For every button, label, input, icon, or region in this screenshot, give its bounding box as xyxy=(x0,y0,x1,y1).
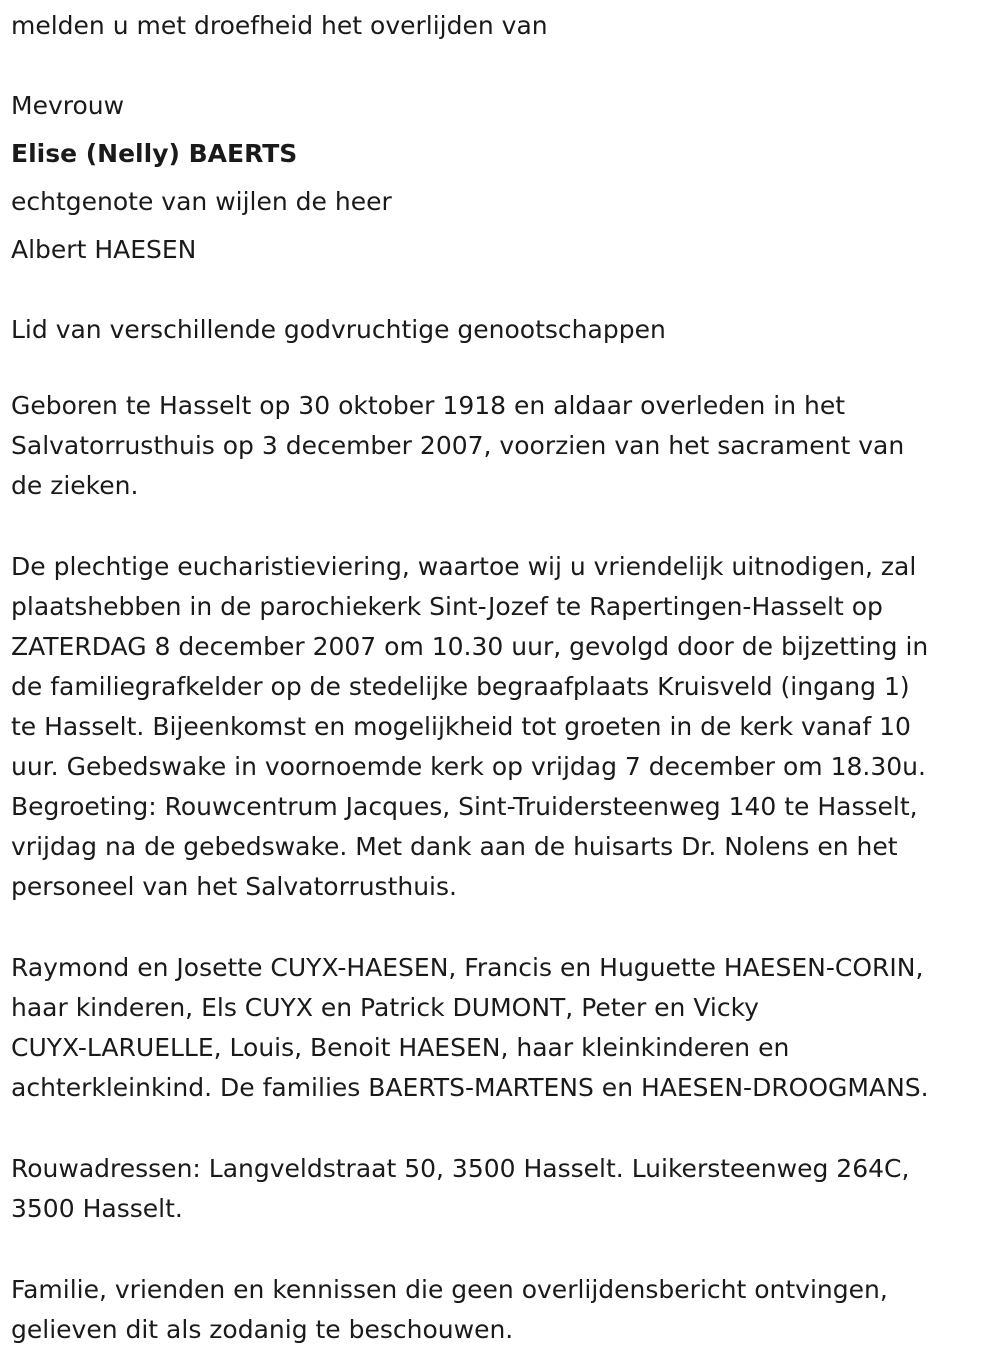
paragraph-line: Rouwadressen: Langveldstraat 50, 3500 Hasselt. Luikersteenweg 264C, xyxy=(11,1154,910,1183)
paragraph-line: te Hasselt. Bijeenkomst en mogelijkheid tot groeten in de kerk vanaf 10 xyxy=(11,712,911,741)
paragraph-line: Geboren te Hasselt op 30 oktober 1918 en aldaar overleden in het xyxy=(11,391,846,420)
paragraph-line: Begroeting: Rouwcentrum Jacques, Sint-Truidersteenweg 140 te Hasselt, xyxy=(11,792,918,821)
paragraph-line: plaatshebben in de parochiekerk Sint-Jozef te Rapertingen-Hasselt op xyxy=(11,592,883,621)
deceased-title: Mevrouw xyxy=(11,91,125,120)
paragraph-line: CUYX-LARUELLE, Louis, Benoit HAESEN, haar kleinkinderen en xyxy=(11,1033,790,1062)
paragraph-line: de familiegrafkelder op de stedelijke begraafplaats Kruisveld (ingang 1) xyxy=(11,672,910,701)
membership-text: Lid van verschillende godvruchtige genootschappen xyxy=(11,315,666,344)
addresses-paragraph xyxy=(11,1149,991,1229)
paragraph-line: personeel van het Salvatorrusthuis. xyxy=(11,872,457,901)
paragraph-line: achterkleinkind. De families BAERTS-MARTENS en HAESEN-DROOGMANS. xyxy=(11,1073,929,1102)
paragraph-line: ZATERDAG 8 december 2007 om 10.30 uur, gevolgd door de bijzetting in xyxy=(11,632,929,661)
spouse-name: Albert HAESEN xyxy=(11,235,197,264)
closing-paragraph xyxy=(11,1270,991,1350)
paragraph-line: haar kinderen, Els CUYX en Patrick DUMONT, Peter en Vicky xyxy=(11,993,759,1022)
intro-text: melden u met droefheid het overlijden van xyxy=(11,11,548,40)
paragraph-line: De plechtige eucharistieviering, waartoe wij u vriendelijk uitnodigen, zal xyxy=(11,552,917,581)
paragraph-line: Familie, vrienden en kennissen die geen overlijdensbericht ontvingen, xyxy=(11,1275,888,1304)
deceased-relation: echtgenote van wijlen de heer xyxy=(11,187,392,216)
ceremony-paragraph xyxy=(11,547,991,907)
paragraph-line: Raymond en Josette CUYX-HAESEN, Francis en Huguette HAESEN-CORIN, xyxy=(11,953,924,982)
paragraph-line: vrijdag na de gebedswake. Met dank aan de huisarts Dr. Nolens en het xyxy=(11,832,898,861)
paragraph-line: 3500 Hasselt. xyxy=(11,1194,183,1223)
birth-death-paragraph xyxy=(11,386,991,506)
paragraph-line: de zieken. xyxy=(11,471,139,500)
family-paragraph xyxy=(11,948,991,1108)
obituary-document xyxy=(11,0,991,1350)
paragraph-line: gelieven dit als zodanig te beschouwen. xyxy=(11,1315,514,1344)
deceased-name: Elise (Nelly) BAERTS xyxy=(11,139,298,168)
paragraph-line: uur. Gebedswake in voornoemde kerk op vrijdag 7 december om 18.30u. xyxy=(11,752,926,781)
paragraph-line: Salvatorrusthuis op 3 december 2007, voorzien van het sacrament van xyxy=(11,431,905,460)
